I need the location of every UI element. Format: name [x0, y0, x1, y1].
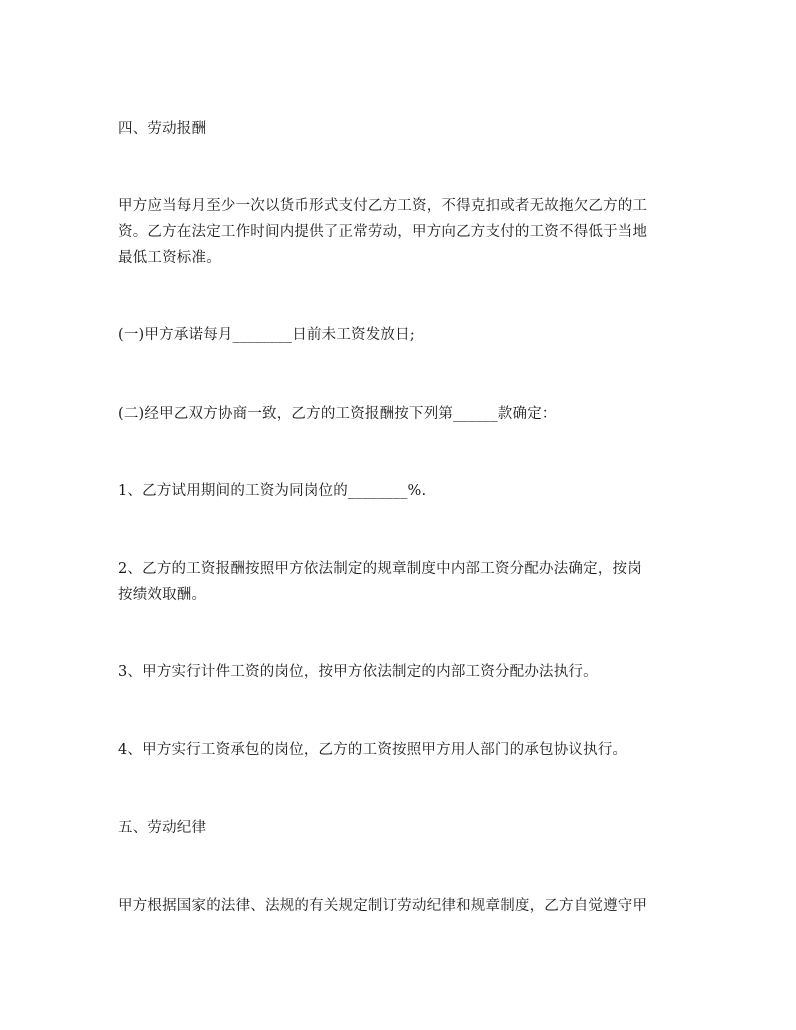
item-4: 4、甲方实行工资承包的岗位，乙方的工资按照甲方用人部门的承包协议执行。: [118, 742, 628, 758]
item-2-line-2: 按绩效取酬。: [118, 587, 207, 603]
item-1: 1、乙方试用期间的工资为同岗位的________%.: [118, 483, 427, 499]
section-5-heading: 五、劳动纪律: [118, 820, 207, 836]
item-2-line-1: 2、乙方的工资报酬按照甲方依法制定的规章制度中内部工资分配办法确定，按岗: [118, 561, 642, 577]
section-4-heading: 四、劳动报酬: [118, 121, 207, 137]
section-4-intro-line-3: 最低工资标准。: [118, 250, 221, 266]
clause-1: (一)甲方承诺每月________日前未工资发放日;: [118, 327, 415, 343]
clause-2: (二)经甲乙双方协商一致，乙方的工资报酬按下列第______款确定：: [118, 406, 557, 422]
section-5-intro-line-1: 甲方根据国家的法律、法规的有关规定制订劳动纪律和规章制度，乙方自觉遵守甲: [118, 898, 648, 914]
item-3: 3、甲方实行计件工资的岗位，按甲方依法制定的内部工资分配办法执行。: [118, 664, 598, 680]
section-4-intro-line-2: 资。乙方在法定工作时间内提供了正常劳动，甲方向乙方支付的工资不得低于当地: [118, 224, 648, 240]
section-4-intro-line-1: 甲方应当每月至少一次以货币形式支付乙方工资，不得克扣或者无故拖欠乙方的工: [118, 198, 648, 214]
